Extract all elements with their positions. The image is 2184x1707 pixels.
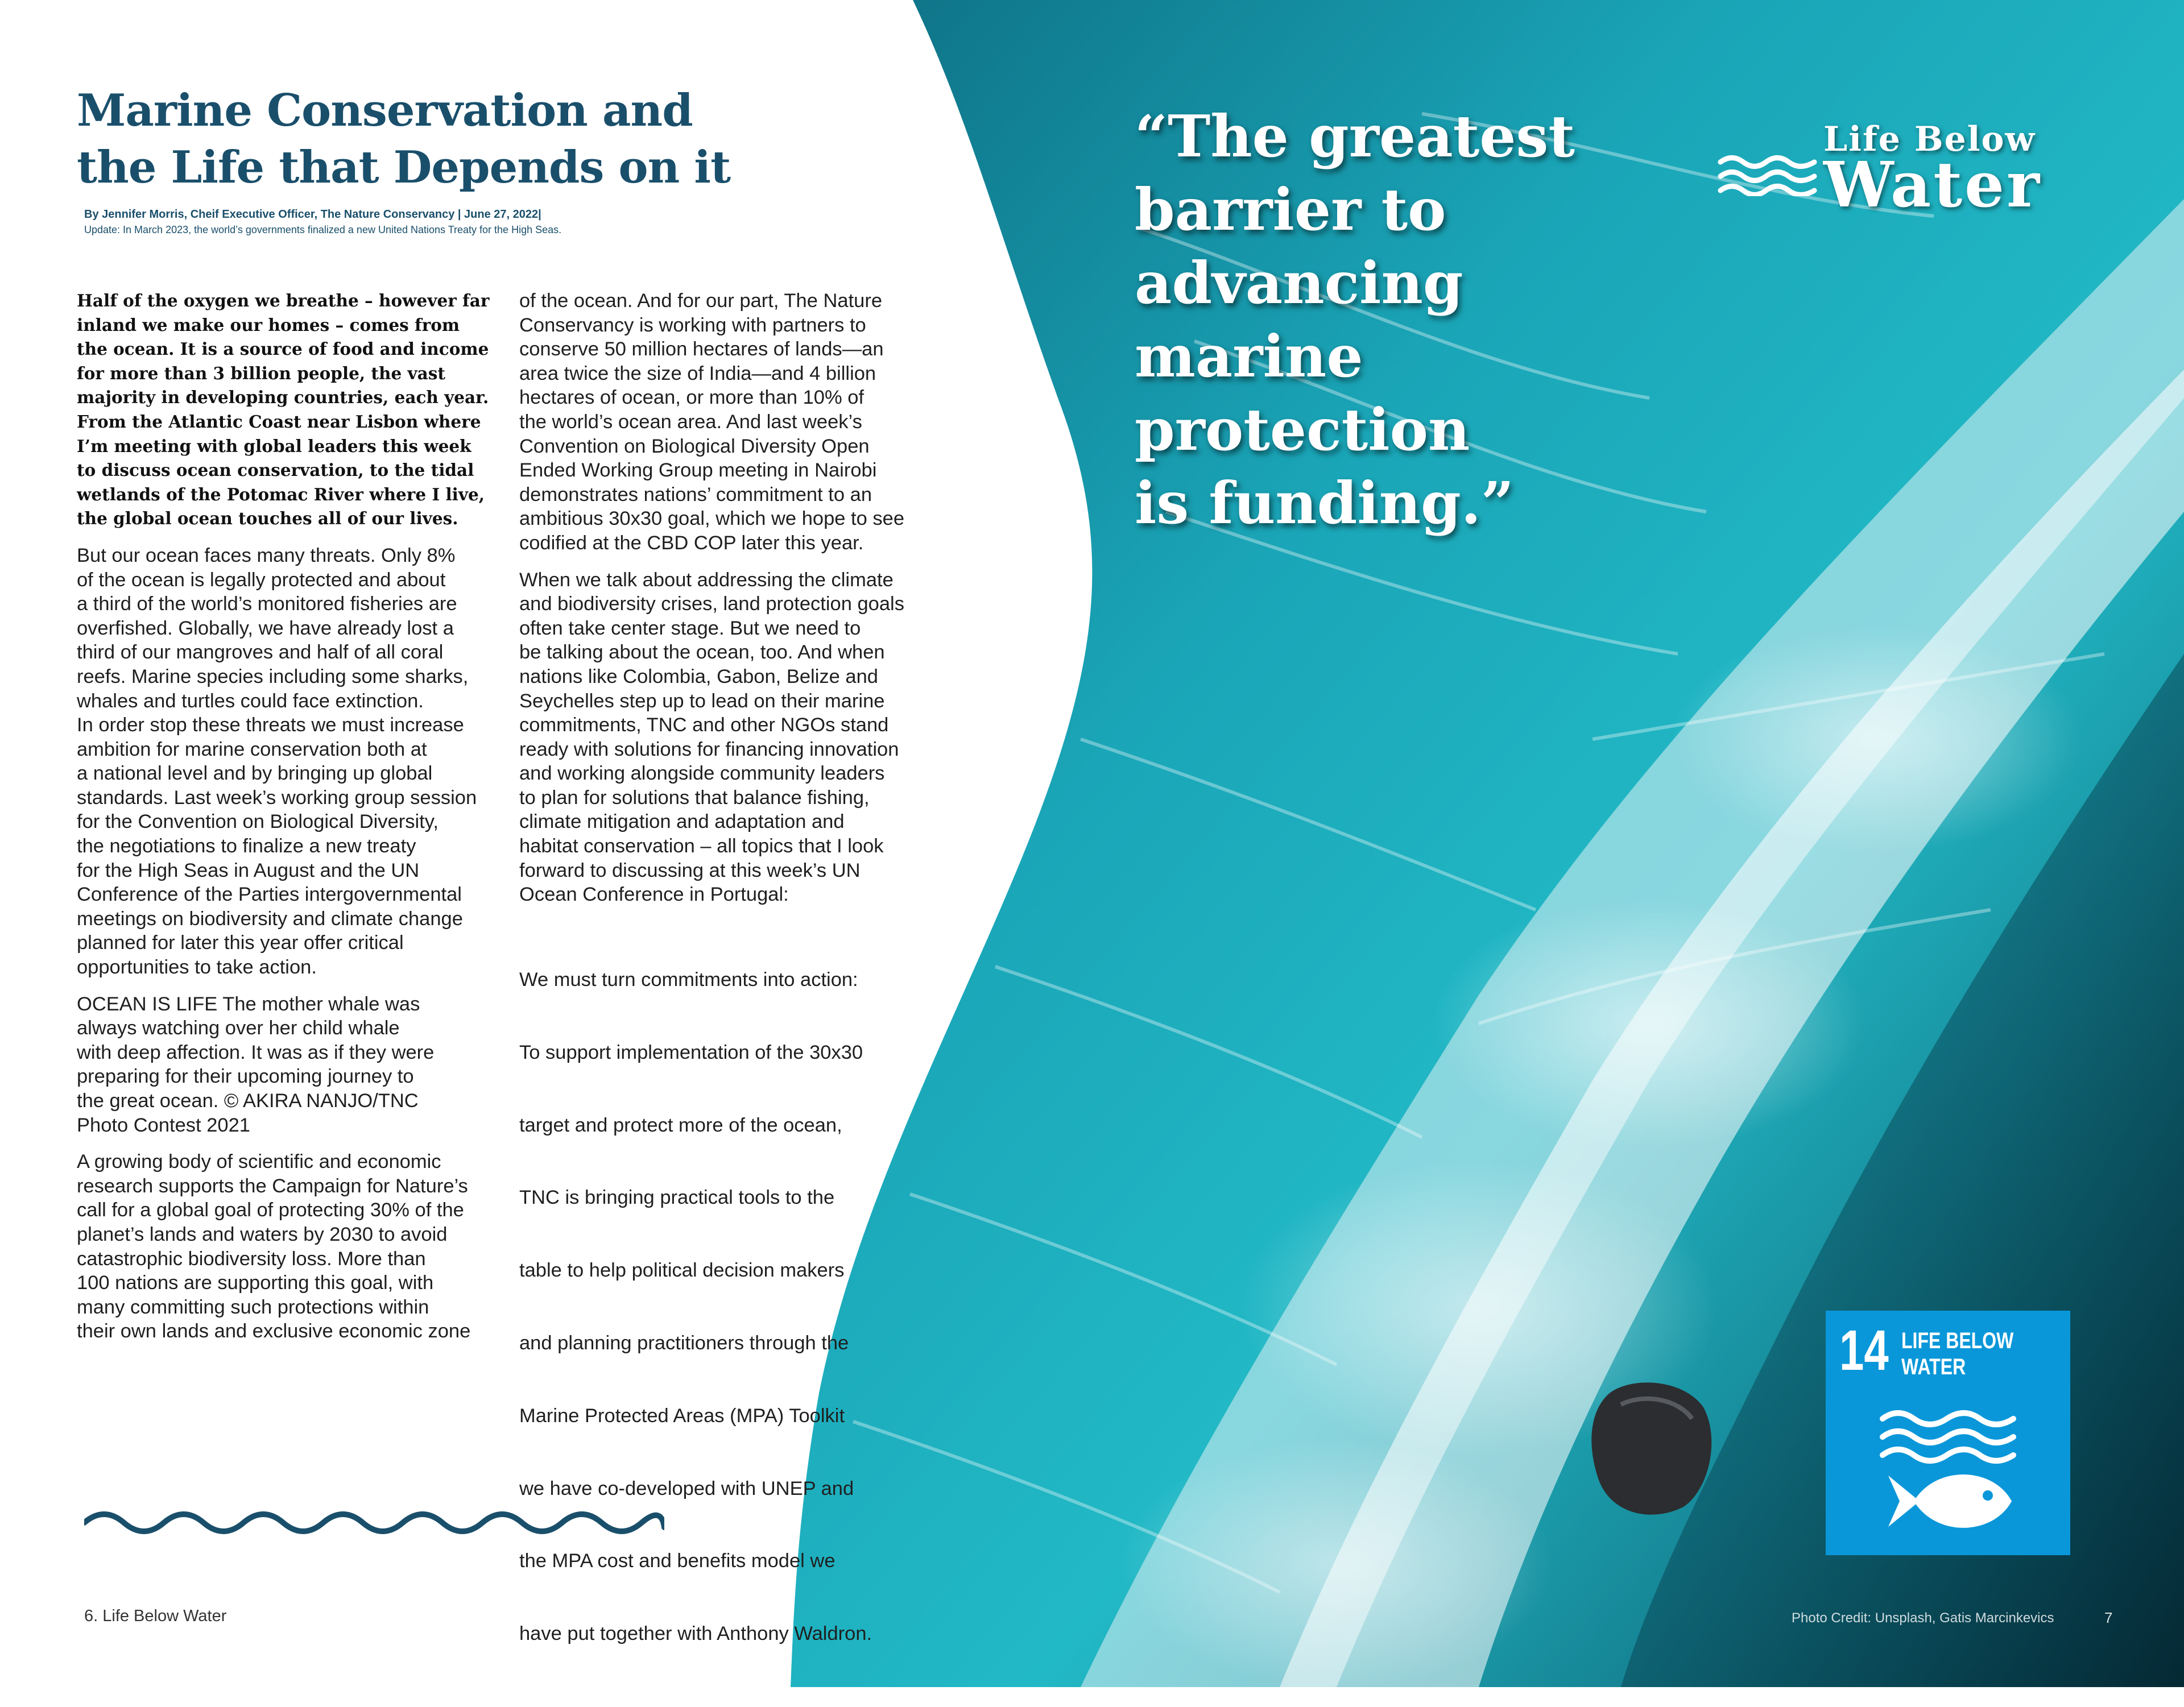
body-line: codified at the CBD COP later this year. (519, 532, 864, 554)
body-line: and planning practitioners through the (519, 1332, 849, 1354)
body-line: When we talk about addressing the climate (519, 569, 894, 591)
body-paragraph (77, 544, 509, 980)
body-paragraph (77, 1150, 509, 1344)
body-line: research supports the Campaign for Nature’s (77, 1175, 468, 1197)
lead-line: to discuss ocean conservation, to the tidal (77, 460, 474, 480)
body-line: for the High Seas in August and the UN (77, 859, 420, 881)
body-line: nations like Colombia, Gabon, Belize and (519, 665, 878, 687)
photo-caption-paragraph (77, 992, 509, 1138)
body-line: ambitious 30x30 goal, which we hope to see (519, 508, 905, 530)
lead-line: the global ocean touches all of our lives. (77, 508, 458, 529)
body-line: opportunities to take action. (77, 956, 317, 979)
logo-text-small: Life Below (1823, 119, 2036, 159)
sdg-label-line: WATER (1901, 1354, 1966, 1379)
body-line: have put together with Anthony Waldron. (519, 1623, 872, 1645)
body-line: standards. Last week’s working group session (77, 786, 477, 809)
body-line: to plan for solutions that balance fishing, (519, 786, 870, 809)
body-line: with deep affection. It was as if they were (77, 1041, 435, 1063)
body-line: the MPA cost and benefits model we (519, 1550, 835, 1572)
body-line: table to help political decision makers (519, 1259, 845, 1282)
update-note: Update: In March 2023, the world’s governments finalized a new United Nations Treaty for the High Seas. (84, 224, 562, 235)
body-line: Marine Protected Areas (MPA) Toolkit (519, 1404, 845, 1427)
body-line: call for a global goal of protecting 30% of the (77, 1199, 464, 1221)
sdg-waves-icon (1880, 1407, 2016, 1464)
body-line: whales and turtles could face extinction. (77, 690, 424, 712)
body-line: A growing body of scientific and economic (77, 1151, 441, 1173)
body-line: planned for later this year offer critical (77, 932, 404, 954)
body-line: the negotiations to finalize a new treaty (77, 835, 416, 857)
body-line: Conference of the Parties intergovernmental (77, 884, 462, 906)
body-line: be talking about the ocean, too. And when (519, 641, 885, 664)
body-line: habitat conservation – all topics that I look (519, 835, 884, 857)
sdg-number: 14 (1839, 1319, 1889, 1382)
photo-credit: Photo Credit: Unsplash, Gatis Marcinkevics (1792, 1610, 2054, 1626)
body-line: But our ocean faces many threats. Only 8% (77, 544, 456, 566)
body-line: we have co-developed with UNEP and (519, 1477, 854, 1499)
body-line: a national level and by bringing up global (77, 763, 433, 785)
page-number-right: 7 (2104, 1609, 2113, 1626)
pull-quote (1135, 100, 1647, 540)
wave-divider-icon (84, 1506, 664, 1540)
life-below-water-waves-icon (1718, 151, 1817, 196)
byline: By Jennifer Morris, Cheif Executive Officer, The Nature Conservancy | June 27, 2022| (84, 208, 541, 221)
body-line: overfished. Globally, we have already lost a (77, 617, 454, 639)
body-line: planet’s lands and waters by 2030 to avoid (77, 1223, 448, 1245)
body-line: and working alongside community leaders (519, 763, 885, 785)
body-line: target and protect more of the ocean, (519, 1114, 842, 1136)
body-paragraph (519, 919, 952, 1694)
body-line: 100 nations are supporting this goal, with (77, 1272, 434, 1294)
body-line: the world’s ocean area. And last week’s (519, 411, 862, 433)
column-right (519, 289, 952, 1707)
body-line: Conservancy is working with partners to (519, 314, 866, 336)
body-line: TNC is bringing practical tools to the (519, 1187, 835, 1209)
article-title-line: Marine Conservation and (77, 85, 693, 136)
lead-line: I’m meeting with global leaders this week (77, 436, 471, 456)
sdg-label (1901, 1328, 2013, 1380)
body-line: commitments, TNC and other NGOs stand (519, 714, 889, 736)
body-line: To support implementation of the 30x30 (519, 1041, 863, 1063)
lead-line: inland we make our homes – comes from (77, 314, 460, 335)
body-line: third of our mangroves and half of all coral (77, 641, 444, 664)
body-line: reefs. Marine species including some sharks, (77, 665, 469, 687)
body-line: In order stop these threats we must increase (77, 714, 464, 736)
rock (1591, 1382, 1711, 1514)
pull-quote-line: marine (1135, 322, 1363, 390)
body-line: area twice the size of India—and 4 billion (519, 362, 876, 384)
body-line: ambition for marine conservation both at (77, 738, 427, 760)
body-line: conserve 50 million hectares of lands—an (519, 338, 884, 361)
body-paragraph (519, 289, 952, 556)
body-line: many committing such protections within (77, 1296, 429, 1318)
lead-line: Half of the oxygen we breathe – however far (77, 291, 490, 310)
body-line: of the ocean. And for our part, The Nature (519, 290, 883, 312)
column-left (77, 289, 509, 1356)
life-below-water-logo (1718, 119, 2070, 222)
body-line: meetings on biodiversity and climate change (77, 908, 463, 930)
pull-quote-line: protection (1135, 396, 1470, 463)
body-line: hectares of ocean, or more than 10% of (519, 387, 864, 409)
body-line: Seychelles step up to lead on their marine (519, 690, 885, 712)
body-line: often take center stage. But we need to (519, 617, 861, 639)
body-line: and biodiversity crises, land protection goals (519, 593, 904, 615)
article-title (77, 82, 759, 196)
lead-line: wetlands of the Potomac River where I live, (77, 484, 485, 504)
pull-quote-line: barrier to (1135, 176, 1446, 243)
pull-quote-line: advancing (1135, 249, 1463, 317)
body-paragraph (519, 568, 952, 907)
body-line: demonstrates nations’ commitment to an (519, 483, 872, 506)
fish-icon (1880, 1467, 2016, 1535)
lead-line: the ocean. It is a source of food and income (77, 339, 489, 359)
lead-paragraph (77, 289, 509, 531)
sdg-label-line: LIFE BELOW (1901, 1328, 2014, 1353)
body-line: always watching over her child whale (77, 1017, 400, 1039)
lead-line: From the Atlantic Coast near Lisbon where (77, 411, 481, 432)
body-line: Convention on Biological Diversity Open (519, 435, 870, 457)
body-line: catastrophic biodiversity loss. More than (77, 1248, 426, 1270)
lead-line: for more than 3 billion people, the vast (77, 363, 446, 383)
body-line: the great ocean. © AKIRA NANJO/TNC (77, 1090, 419, 1112)
body-line: a third of the world’s monitored fisheries are (77, 593, 457, 615)
body-line: forward to discussing at this week’s UN (519, 859, 861, 881)
body-line: for the Convention on Biological Diversity, (77, 811, 439, 833)
body-line: of the ocean is legally protected and about (77, 569, 446, 591)
body-line: OCEAN IS LIFE The mother whale was (77, 993, 420, 1015)
body-line: their own lands and exclusive economic zone (77, 1320, 471, 1343)
body-line: We must turn commitments into action: (519, 969, 858, 991)
page-number-left: 6. Life Below Water (84, 1607, 227, 1625)
logo-text-big: Water (1823, 148, 2042, 221)
body-line: Ocean Conference in Portugal: (519, 884, 789, 906)
article-title-line: the Life that Depends on it (77, 142, 731, 193)
pull-quote-line: “The greatest (1135, 102, 1575, 170)
body-line: Photo Contest 2021 (77, 1114, 250, 1136)
pull-quote-line: is funding.” (1135, 469, 1515, 537)
body-line: ready with solutions for financing innovation (519, 738, 899, 760)
lead-line: majority in developing countries, each year. (77, 387, 489, 408)
sdg-14-badge (1826, 1311, 2070, 1555)
body-line: Ended Working Group meeting in Nairobi (519, 459, 877, 482)
body-line: climate mitigation and adaptation and (519, 811, 845, 833)
body-line: preparing for their upcoming journey to (77, 1066, 414, 1088)
